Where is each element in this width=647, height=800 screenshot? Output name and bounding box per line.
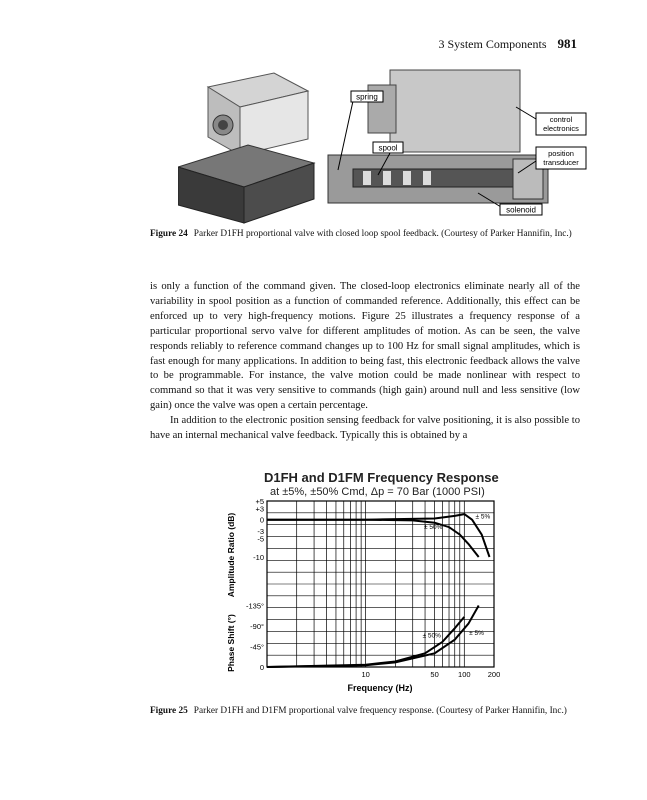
phase-series-label: ± 5% bbox=[469, 630, 484, 638]
label-spring bbox=[351, 91, 383, 102]
chart-title: D1FH and D1FM Frequency Response bbox=[264, 470, 499, 485]
valve-cutaway bbox=[328, 70, 548, 203]
chart-ticks bbox=[246, 497, 500, 679]
figure-24-valve-illustration bbox=[178, 65, 598, 225]
svg-text:spring: spring bbox=[356, 92, 378, 102]
label-spool bbox=[373, 142, 403, 153]
amp-tick-label: -10 bbox=[253, 553, 264, 562]
body-text bbox=[150, 280, 580, 444]
phase-axis-label: Phase Shift (°) bbox=[226, 614, 236, 672]
amp-tick-label: -5 bbox=[257, 534, 264, 544]
x-tick-label: 50 bbox=[430, 670, 439, 679]
page-header bbox=[438, 36, 577, 52]
figure-24-caption-text: Parker D1FH proportional valve with closed loop spool feedback. (Courtesy of Parker Hannifin, Inc.) bbox=[193, 229, 572, 239]
svg-text:position: position bbox=[548, 149, 574, 158]
figure-25-number: Figure 25 bbox=[150, 706, 188, 716]
figure-24-caption bbox=[150, 228, 580, 241]
figure-25-caption-text: Parker D1FH and D1FM proportional valve frequency response. (Courtesy of Parker Hannifin, Inc.) bbox=[193, 706, 567, 716]
paragraph-2: In addition to the electronic position sensing feedback for valve positioning, it is also possible to have an internal mechanical valve feedback. Typically this is obtained by a bbox=[150, 415, 580, 442]
paragraph-1: is only a function of the command given. The closed-loop electronics eliminate nearly all of the variability in spool position as a function of commanded reference. Additionally, this effect can be enforced up to very high-frequency motions. Figure 25 illustrates a frequency response of a particular proportional servo valve for different amplitudes of motion. As can be seen, the valve responds reliably to reference command changes up to 100 Hz for small signal amplitudes, which is fast enough for many applications. In addition to being fast, this electronic feedback allows the valve to be programmable. For instance, the valve motion could be made nonlinear with respect to command so that it was very sensitive to commands (high gain) around null and less sensitive (low gain) once the valve was open a certain percentage. bbox=[150, 281, 580, 412]
phase-tick-label: 0 bbox=[259, 663, 264, 672]
phase-tick-label: -90° bbox=[250, 622, 264, 631]
amplitude-axis-label: Amplitude Ratio (dB) bbox=[226, 512, 236, 598]
amplitude-series-label: ± 50% bbox=[424, 524, 443, 531]
svg-text:transducer: transducer bbox=[543, 158, 579, 167]
x-tick-label: 10 bbox=[361, 670, 370, 679]
chart-grid bbox=[267, 501, 494, 667]
phase-tick-label: -135° bbox=[245, 601, 264, 611]
amp-tick-label: -3 bbox=[257, 526, 264, 536]
amplitude-curve bbox=[267, 520, 479, 557]
valve-photo bbox=[178, 73, 314, 223]
x-axis-label: Frequency (Hz) bbox=[347, 683, 413, 693]
svg-text:control: control bbox=[549, 115, 573, 124]
figure-24-number: Figure 24 bbox=[150, 229, 188, 239]
x-tick-label: 200 bbox=[487, 670, 501, 679]
amp-tick-label: 0 bbox=[259, 515, 264, 525]
phase-tick-label: -45° bbox=[250, 642, 264, 652]
figure-25-caption bbox=[150, 705, 580, 718]
amp-tick-label: +5 bbox=[255, 497, 264, 506]
amplitude-series-label: ± 5% bbox=[475, 513, 491, 521]
svg-text:spool: spool bbox=[378, 143, 398, 153]
frequency-response-chart bbox=[222, 495, 502, 695]
label-control-electronics bbox=[536, 113, 586, 135]
x-tick-label: 100 bbox=[458, 670, 471, 679]
section-title: 3 System Components bbox=[438, 37, 547, 51]
svg-text:solenoid: solenoid bbox=[506, 205, 536, 215]
page-number: 981 bbox=[557, 36, 577, 51]
label-position-transducer bbox=[536, 147, 586, 169]
phase-series-label: ± 50% bbox=[422, 632, 441, 640]
chart-subtitle: at ±5%, ±50% Cmd, Δp = 70 Bar (1000 PSI) bbox=[270, 486, 485, 498]
label-solenoid bbox=[500, 204, 542, 215]
amp-tick-label: +3 bbox=[255, 504, 264, 514]
svg-text:electronics: electronics bbox=[543, 124, 579, 133]
